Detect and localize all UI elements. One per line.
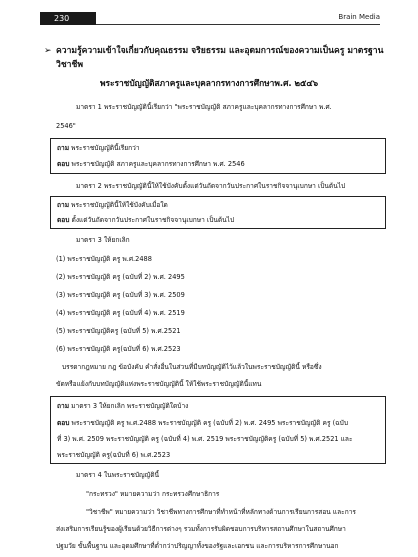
qa-question — [57, 402, 188, 411]
definition-profession-line3: ปฐมวัย ขั้นพื้นฐาน และอุดมศึกษาที่ต่ำกว่าปริญญาทั้งของรัฐและเอกชน และการบริหารการศึกษานอก — [56, 542, 339, 550]
page-number: 230 — [40, 12, 96, 25]
section-heading — [44, 44, 386, 72]
paragraph-section1-line1: มาตรา 1 พระราชบัญญัตินี้เรียกว่า "พระราชบัญญัติ สภาครูและบุคลากรทางการศึกษา พ.ศ. — [76, 103, 332, 111]
definition-profession-line1: "วิชาชีพ" หมายความว่า วิชาชีพทางการศึกษาที่ทำหน้าที่หลักทางด้านการเรียนการสอน และการ — [86, 508, 356, 516]
question-text: พระราชบัญญัตินี้เรียกว่า — [71, 144, 140, 152]
paragraph-repeal-line1: บรรดากฎหมาย กฎ ข้อบังคับ คำสั่งอื่นในส่วนที่มีบทบัญญัติไว้แล้วในพระราชบัญญัตินี้ หรือซึ่ง — [62, 363, 322, 371]
qa-answer — [57, 160, 245, 169]
arrow-bullet-icon: ➢ — [44, 46, 52, 56]
list-item: (5) พระราชบัญญัติครู (ฉบับที่ 5) พ.ศ.2521 — [56, 327, 181, 335]
paragraph-section1-line2: 2546" — [56, 122, 76, 130]
answer-label: ตอบ — [57, 160, 70, 168]
list-item: (2) พระราชบัญญัติ ครู (ฉบับที่ 2) พ.ศ. 2495 — [56, 273, 185, 281]
definition-ministry: "กระทรวง" หมายความว่า กระทรวงศึกษาธิการ — [86, 490, 220, 498]
qa-answer — [57, 216, 234, 225]
question-label: ถาม — [57, 144, 70, 152]
qa-answer-line1 — [57, 419, 348, 428]
question-label: ถาม — [57, 402, 70, 410]
question-label: ถาม — [57, 201, 70, 209]
qa-box-1 — [50, 138, 386, 174]
qa-box-3 — [50, 396, 386, 464]
section-title-line1: ความรู้ความเข้าใจเกี่ยวกับคุณธรรม จริยธรรม และอุดมการณ์ของความเป็นครู มาตรฐาน — [56, 46, 384, 56]
definition-profession-line2: ส่งเสริมการเรียนรู้ของผู้เรียนด้วยวิธีการต่างๆ รวมทั้งการรับผิดชอบการบริหารสถานศึกษาในสถานศึกษา — [56, 525, 346, 533]
answer-label: ตอบ — [57, 216, 70, 224]
question-text: พระราชบัญญัตินี้ให้ใช้บังคับเมื่อใด — [71, 201, 168, 209]
qa-answer-line3: พระราชบัญญัติ ครู(ฉบับที่ 6) พ.ศ.2523 — [57, 451, 171, 459]
qa-question — [57, 201, 168, 210]
list-item: (3) พระราชบัญญัติ ครู (ฉบับที่ 3) พ.ศ. 2509 — [56, 291, 185, 299]
act-title: พระราชบัญญัติสภาครูและบุคลากรทางการศึกษาพ.ศ. ๒๕๔๖ — [99, 78, 319, 88]
header-rule — [96, 24, 380, 25]
publisher-name: Brain Media — [338, 13, 380, 21]
answer-label: ตอบ — [57, 419, 70, 427]
paragraph-section2: มาตรา 2 พระราชบัญญัตินี้ให้ใช้บังคับตั้งแต่วันถัดจากวันประกาศในราชกิจจานุเบกษา เป็นต้นไป — [76, 182, 346, 190]
answer-text: ตั้งแต่วันถัดจากวันประกาศในราชกิจจานุเบกษา เป็นต้นไป — [71, 216, 235, 224]
list-item: (1) พระราชบัญญัติ ครู พ.ศ.2488 — [56, 255, 152, 263]
paragraph-section3: มาตรา 3 ให้ยกเลิก — [76, 236, 130, 244]
answer-text: พระราชบัญญัติ สภาครูและบุคลากรทางการศึกษา พ.ศ. 2546 — [71, 160, 245, 168]
paragraph-repeal-line2: ขัดหรือแย้งกับบทบัญญัติแห่งพระราชบัญญัตินี้ ให้ใช้พระราชบัญญัตินี้แทน — [56, 380, 262, 388]
paragraph-section4: มาตรา 4 ในพระราชบัญญัตินี้ — [76, 471, 160, 479]
qa-answer-line2: ที่ 3) พ.ศ. 2509 พระราชบัญญัติ ครู (ฉบับที่ 4) พ.ศ. 2519 พระราชบัญญัติครู (ฉบับที่ 5) พ.ศ.2521 และ — [57, 435, 353, 443]
page-header — [0, 12, 418, 25]
section-title-line2: วิชาชีพ — [56, 60, 83, 70]
answer-text: พระราชบัญญัติ ครู พ.ศ.2488 พระราชบัญญัติ ครู (ฉบับที่ 2) พ.ศ. 2495 พระราชบัญญัติ ครู (ฉบับ — [71, 419, 349, 427]
question-text: มาตรา 3 ให้ยกเลิก พระราชบัญญัติใดบ้าง — [71, 402, 189, 410]
list-item: (4) พระราชบัญญัติ ครู (ฉบับที่ 4) พ.ศ. 2519 — [56, 309, 185, 317]
qa-box-2 — [50, 196, 386, 229]
qa-question — [57, 144, 140, 153]
list-item: (6) พระราชบัญญัติ ครู(ฉบับที่ 6) พ.ศ.2523 — [56, 345, 181, 353]
